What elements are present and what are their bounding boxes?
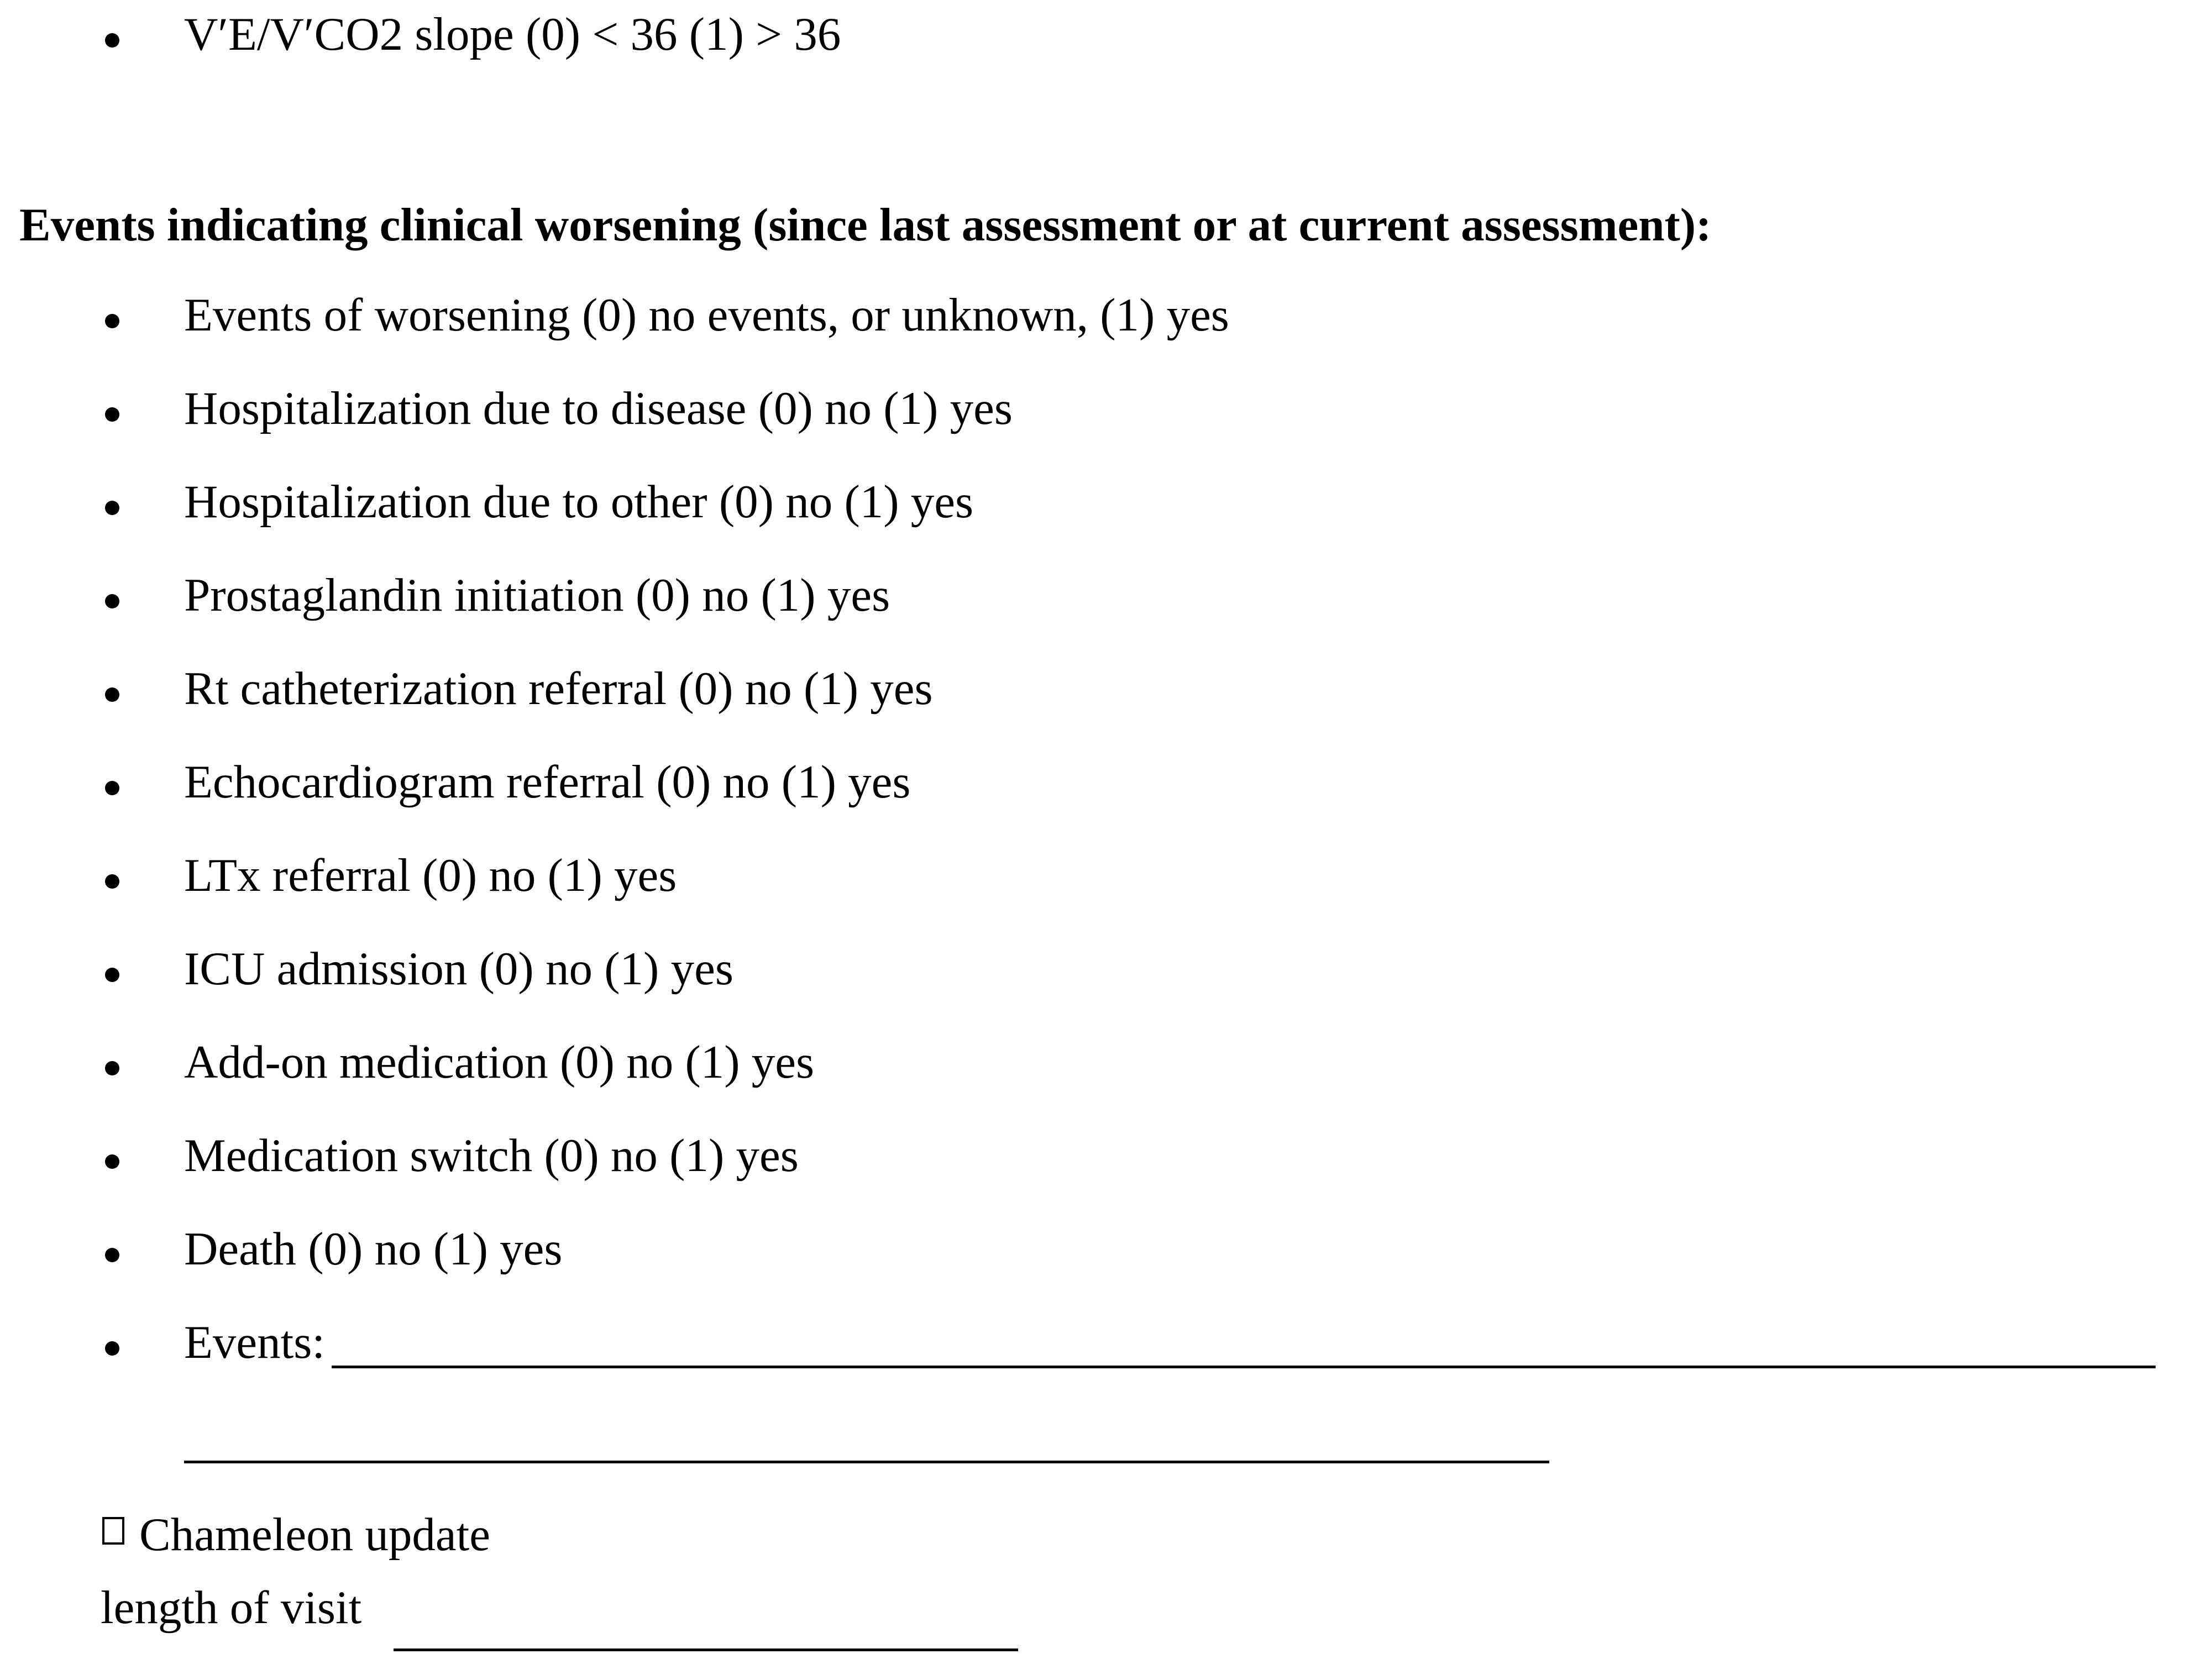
bullet-dot bbox=[105, 314, 119, 328]
bullet-dot bbox=[105, 687, 119, 702]
length-of-visit-input-line[interactable] bbox=[394, 1649, 1018, 1651]
list-item: LTx referral (0) no (1) yes bbox=[184, 849, 677, 901]
bullet-dot bbox=[105, 781, 119, 795]
bullet-dot bbox=[105, 1061, 119, 1075]
bullet-dot bbox=[105, 1341, 119, 1356]
list-item: Add-on medication (0) no (1) yes bbox=[184, 1036, 815, 1088]
bullet-dot bbox=[105, 33, 119, 48]
bullet-dot bbox=[105, 968, 119, 982]
list-item: Hospitalization due to disease (0) no (1) yes bbox=[184, 382, 1013, 434]
bullet-dot bbox=[105, 874, 119, 889]
events-input-line-2[interactable] bbox=[184, 1461, 1549, 1463]
list-item: Death (0) no (1) yes bbox=[184, 1223, 563, 1275]
bullet-dot bbox=[105, 594, 119, 608]
bullet-dot bbox=[105, 1154, 119, 1169]
bullet-dot bbox=[105, 407, 119, 422]
events-input-line-1[interactable] bbox=[332, 1366, 2156, 1368]
list-item: Medication switch (0) no (1) yes bbox=[184, 1130, 799, 1182]
section-heading: Events indicating clinical worsening (since last assessment or at current assessment): bbox=[19, 199, 1712, 251]
list-item: ICU admission (0) no (1) yes bbox=[184, 943, 733, 995]
list-item: Echocardiogram referral (0) no (1) yes bbox=[184, 756, 911, 808]
chameleon-checkbox[interactable] bbox=[102, 1517, 124, 1545]
list-item: Hospitalization due to other (0) no (1) yes bbox=[184, 476, 974, 528]
list-item: Rt catheterization referral (0) no (1) yes bbox=[184, 663, 933, 715]
list-item: Events of worsening (0) no events, or unknown, (1) yes bbox=[184, 289, 1229, 341]
list-item: Prostaglandin initiation (0) no (1) yes bbox=[184, 569, 890, 621]
bullet-dot bbox=[105, 1248, 119, 1262]
events-label: Events: bbox=[184, 1316, 325, 1368]
bullet-dot bbox=[105, 501, 119, 515]
length-of-visit-label: length of visit bbox=[101, 1582, 362, 1634]
chameleon-label: Chameleon update bbox=[139, 1509, 490, 1561]
slope-item-label: V′E/V′CO2 slope (0) < 36 (1) > 36 bbox=[184, 8, 841, 60]
